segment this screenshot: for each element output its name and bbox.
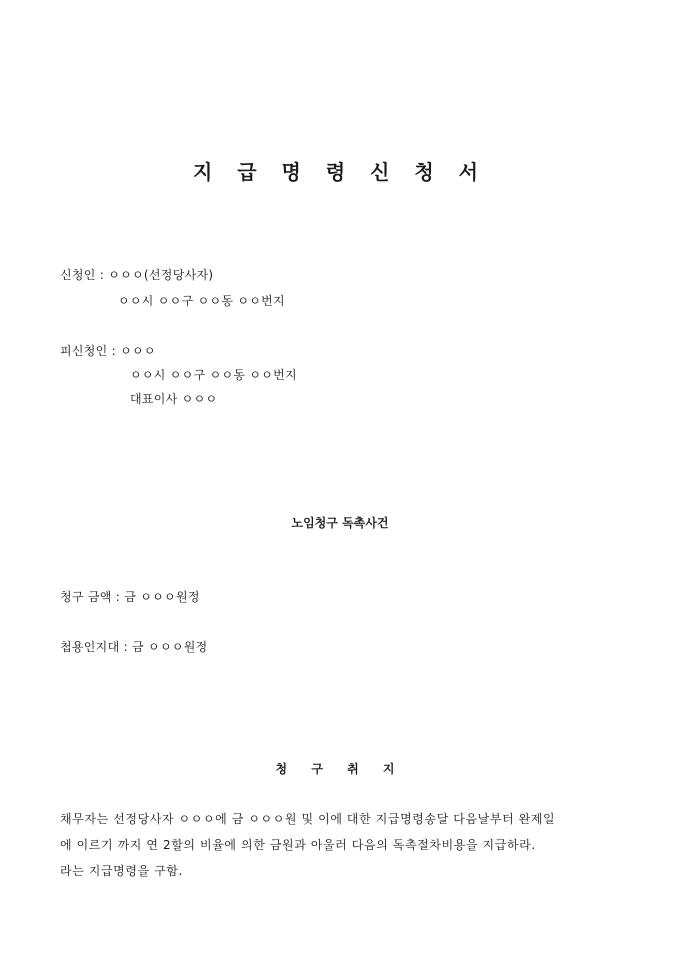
purpose-heading: 청 구 취 지 bbox=[275, 762, 405, 776]
stamp-fee-value: 금 ㅇㅇㅇ원정 bbox=[132, 640, 208, 654]
case-title: 노임청구 독촉사건 bbox=[291, 516, 389, 530]
applicant-name: ㅇㅇㅇ(선정당사자) bbox=[108, 268, 214, 282]
document-title: 지 급 명 령 신 청 서 bbox=[192, 160, 488, 184]
purpose-line: 에 이르기 까지 연 2할의 비율에 의한 금원과 아울러 다음의 독촉절차비용을 지급하라. bbox=[60, 838, 536, 852]
respondent-address: ㅇㅇ시 ㅇㅇ구 ㅇㅇ동 ㅇㅇ번지 bbox=[130, 368, 297, 382]
respondent-name: ㅇㅇㅇ bbox=[120, 344, 156, 358]
claim-amount-line bbox=[60, 588, 200, 605]
stamp-fee-line bbox=[60, 638, 208, 655]
applicant-label: 신청인 : bbox=[60, 268, 109, 282]
applicant-address: ㅇㅇ시 ㅇㅇ구 ㅇㅇ동 ㅇㅇ번지 bbox=[118, 294, 285, 308]
claim-amount-label: 청구 금액 : bbox=[60, 590, 125, 604]
purpose-line: 채무자는 선정당사자 ㅇㅇㅇ에 금 ㅇㅇㅇ원 및 이에 대한 지급명령송달 다음날부터 완제일 bbox=[60, 812, 556, 826]
respondent-label: 피신청인 : bbox=[60, 344, 121, 358]
respondent-line bbox=[60, 342, 156, 359]
claim-amount-value: 금 ㅇㅇㅇ원정 bbox=[124, 590, 200, 604]
applicant-line bbox=[60, 266, 213, 283]
respondent-representative: 대표이사 ㅇㅇㅇ bbox=[130, 392, 218, 406]
stamp-fee-label: 첩용인지대 : bbox=[60, 640, 133, 654]
purpose-line: 라는 지급명령을 구함. bbox=[60, 864, 183, 878]
